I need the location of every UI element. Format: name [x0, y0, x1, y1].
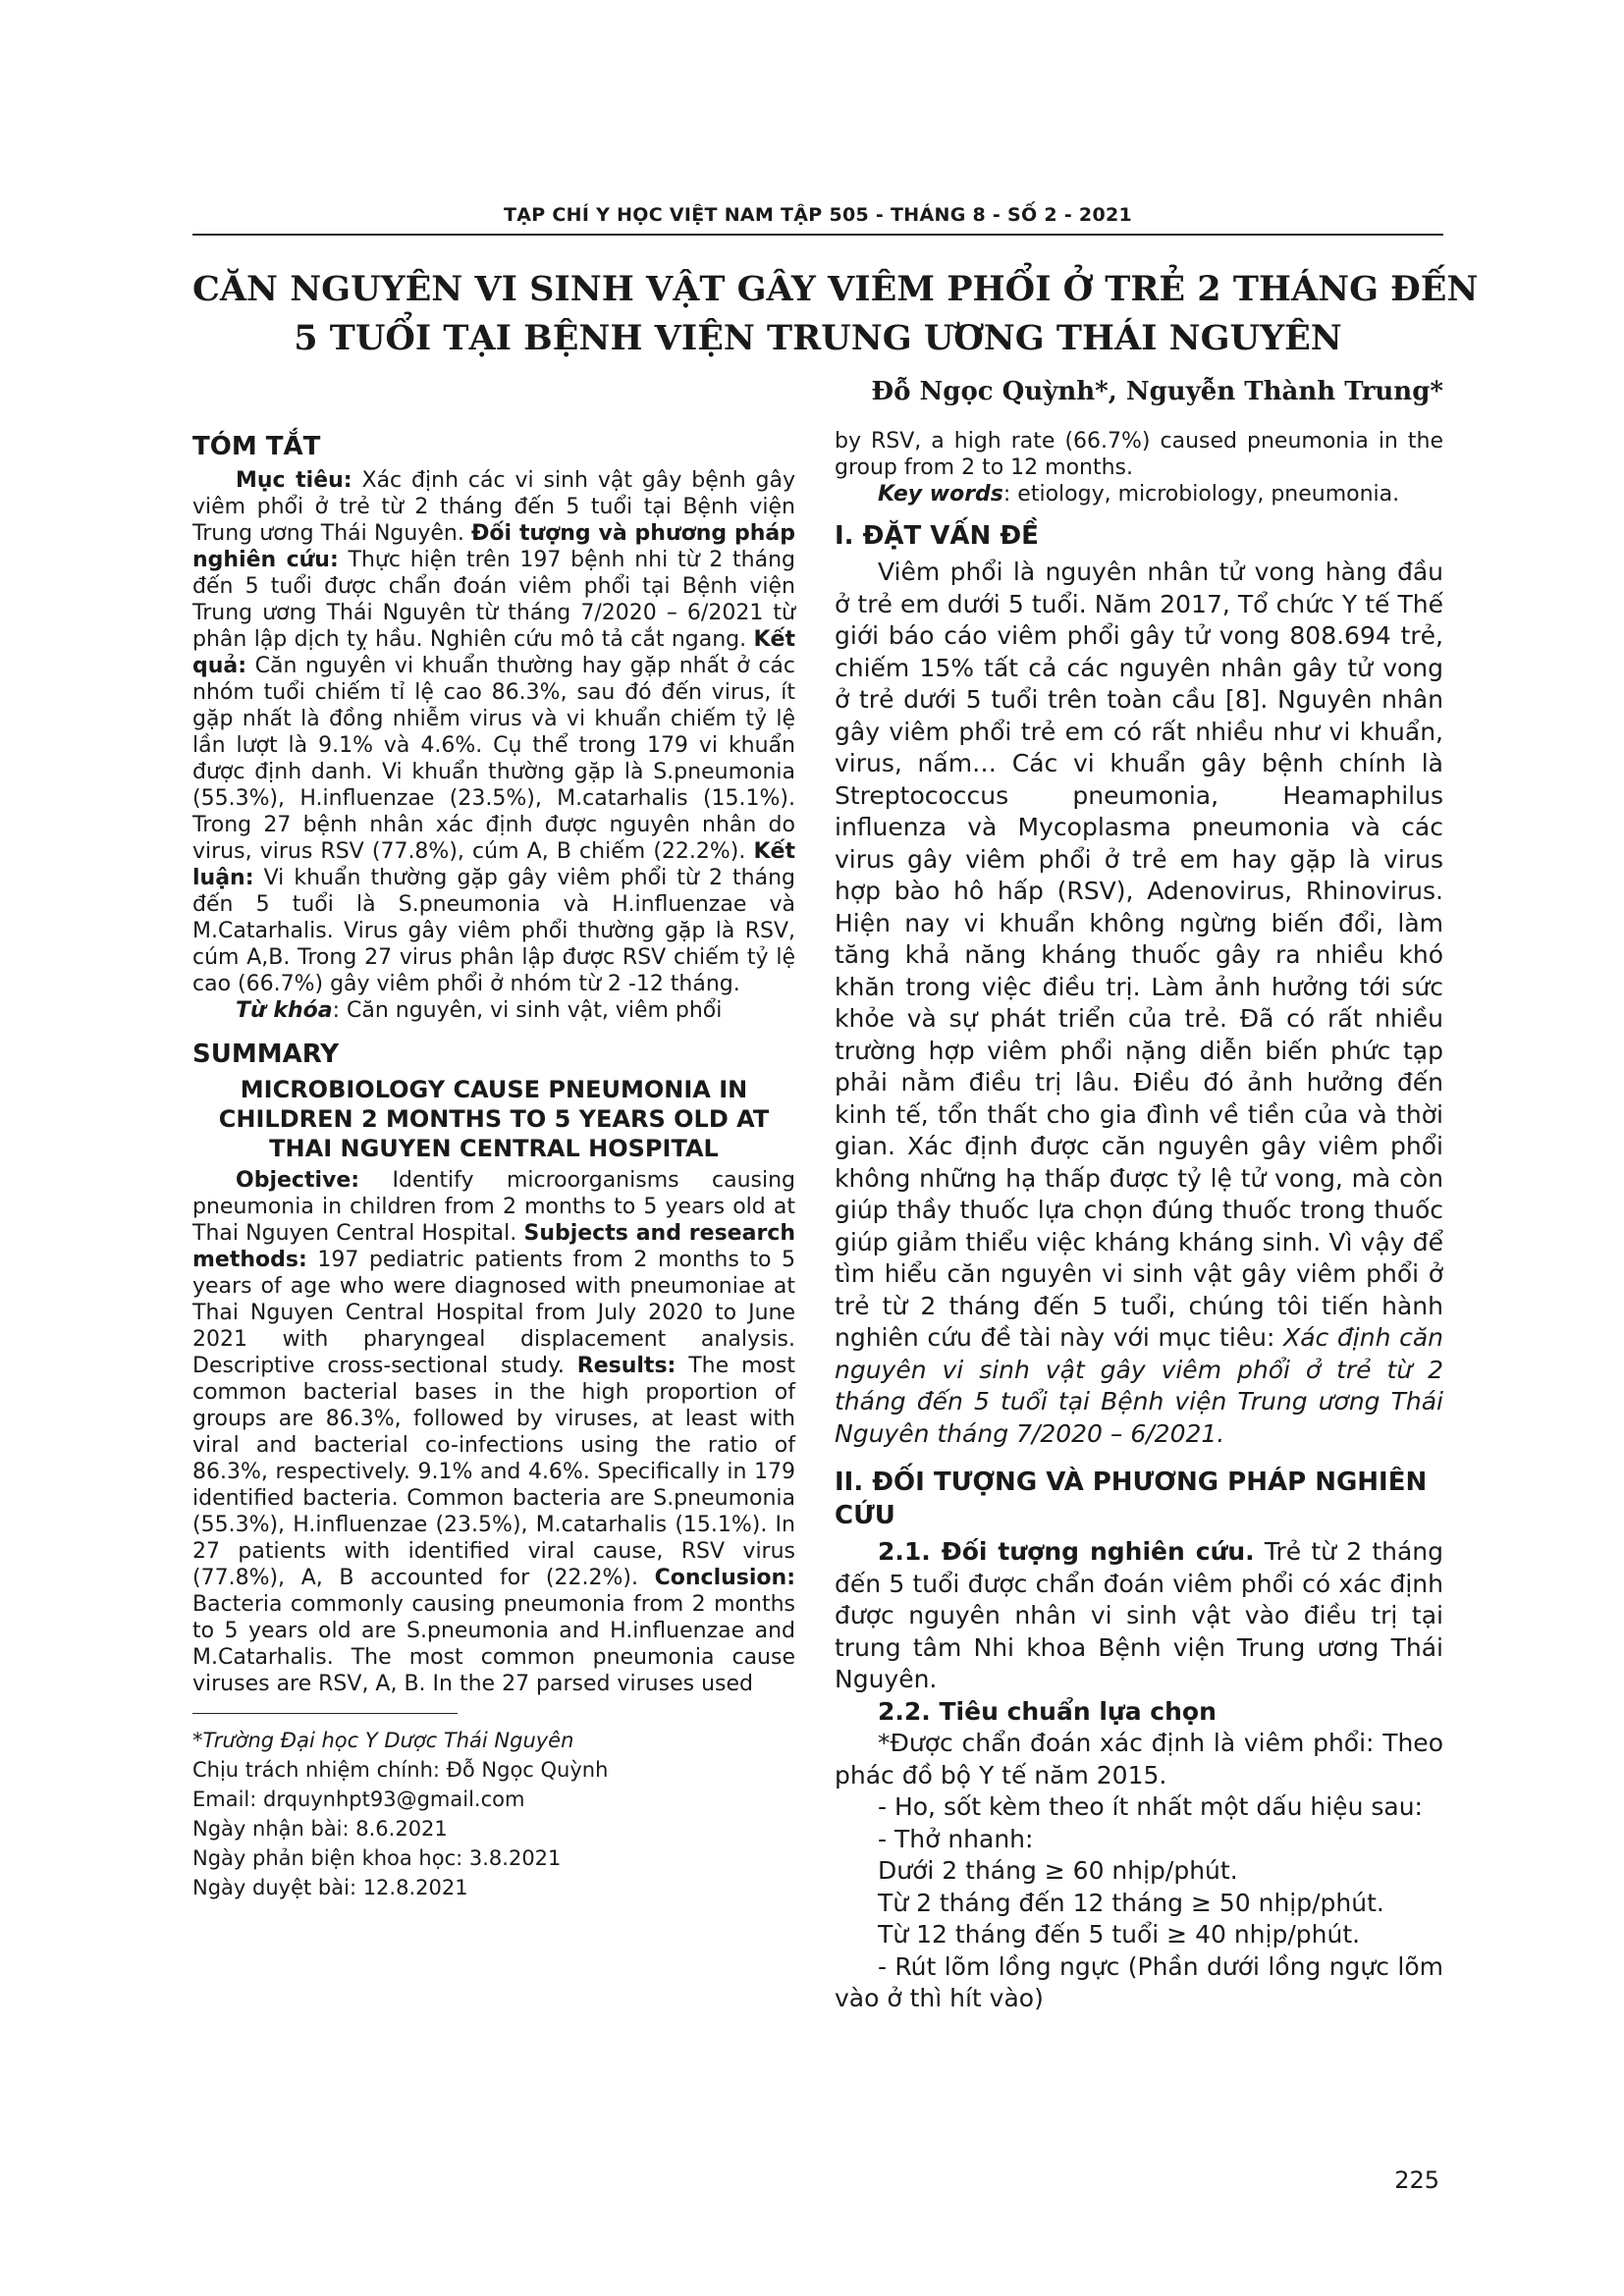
summary-keywords-label: Key words — [878, 482, 1003, 507]
abstract-vi-keywords-label: Từ khóa — [236, 998, 333, 1023]
summary-results-label: Results: — [576, 1354, 677, 1378]
summary-title-line-2: CHILDREN 2 MONTHS TO 5 YEARS OLD AT — [218, 1105, 770, 1133]
criteria-line-2: - Thở nhanh: — [878, 1824, 1034, 1853]
abstract-vi-methods-label: Đối tượng và phương pháp nghiên cứu: — [192, 521, 795, 572]
abstract-vi-methods-text: Thực hiện trên 197 bệnh nhi từ 2 tháng đến 5 tuổi được chẩn đoán viêm phổi tại Bệnh viện Trung ương Thái Nguyên từ tháng 7/2020 – 6/2021 từ phân lập dịch tỵ hầu. Nghiên cứu mô tả cắt ngang. — [192, 548, 795, 652]
abstract-vi-results-text: Căn nguyên vi khuẩn thường hay gặp nhất ở các nhóm tuổi chiếm tỉ lệ cao 86.3%, sau đó đến virus, ít gặp nhất là đồng nhiễm virus và vi khuẩn chiếm tỷ lệ lần lượt là 9.1% và 4.6%. Cụ thể trong 179 vi khuẩn được định danh. Vi khuẩn thường gặp là S.pneumonia (55.3%), H.influenzae (23.5%), M.catarhalis (15.1%). Trong 27 bệnh nhân xác định được nguyên nhân do virus, virus RSV (77.8%), cúm A, B chiếm (22.2%). — [192, 654, 795, 864]
summary-objective-text: Identify microorganisms causing pneumonia in children from 2 months to 5 years old at Thai Nguyen Central Hospital. — [192, 1168, 795, 1246]
abstract-vi-objective-label: Mục tiêu: — [236, 468, 352, 493]
summary-keywords — [835, 481, 1443, 507]
footnote-received-date: Ngày nhận bài: 8.6.2021 — [192, 1817, 448, 1841]
article-title — [192, 265, 1479, 363]
section-2-2-heading: 2.2. Tiêu chuẩn lựa chọn — [878, 1696, 1217, 1726]
summary-heading: SUMMARY — [192, 1040, 340, 1069]
header-rule — [192, 234, 1443, 236]
section-2-1-paragraph — [835, 1536, 1443, 1696]
footnote-email: Email: drquynhpt93@gmail.com — [192, 1788, 525, 1811]
footnote-rule — [192, 1713, 458, 1714]
abstract-vi-keywords-text: : Căn nguyên, vi sinh vật, viêm phổi — [332, 998, 723, 1023]
summary-title-line-1: MICROBIOLOGY CAUSE PNEUMONIA IN — [240, 1076, 748, 1103]
summary-methods-label: Subjects and research methods: — [192, 1221, 795, 1272]
criteria-line-3: Dưới 2 tháng ≥ 60 nhịp/phút. — [878, 1856, 1238, 1885]
section-2-heading: II. ĐỐI TƯỢNG VÀ PHƯƠNG PHÁP NGHIÊN CỨU — [835, 1468, 1428, 1530]
authors: Đỗ Ngọc Quỳnh*, Nguyễn Thành Trung* — [871, 377, 1443, 406]
summary-objective-label: Objective: — [236, 1168, 360, 1193]
footnote-accepted-date: Ngày duyệt bài: 12.8.2021 — [192, 1876, 468, 1899]
section-1-body — [835, 557, 1443, 1450]
abstract-vi-conclusion-text: Vi khuẩn thường gặp gây viêm phổi từ 2 tháng đến 5 tuổi là S.pneumonia và H.influenzae và M.Catarhalis. Virus gây viêm phổi thường gặp là RSV, cúm A,B. Trong 27 virus phân lập được RSV chiếm tỷ lệ cao (66.7%) gây viêm phổi ở nhóm từ 2 -12 tháng. — [192, 866, 795, 996]
summary-keywords-text: : etiology, microbiology, pneumonia. — [1002, 482, 1400, 507]
criteria-line-4: Từ 2 tháng đến 12 tháng ≥ 50 nhịp/phút. — [878, 1888, 1384, 1917]
criteria-chest-indrawing: - Rút lõm lồng ngực (Phần dưới lồng ngực lõm vào ở thì hít vào) — [835, 1951, 1443, 2012]
abstract-vi-heading: TÓM TẮT — [192, 432, 321, 461]
summary-results-text: The most common bacterial bases in the high proportion of groups are 86.3%, followed by viruses, at least with viral and bacterial co-infections using the ratio of 86.3%, respectively. 9.1% and 4.6%. Specifically in 179 identified bacteria. Common bacteria are S.pneumonia (55.3%), H.influenzae (23.5%), M.catarhalis (15.1%). In 27 patients with identified viral cause, RSV virus (77.8%), A, B accounted for (22.2%). — [192, 1354, 795, 1590]
abstract-vi-body — [192, 467, 795, 997]
criteria-intro: *Được chẩn đoán xác định là viêm phổi: Theo phác đồ bộ Y tế năm 2015. — [835, 1729, 1443, 1789]
summary-continued-text: by RSV, a high rate (66.7%) caused pneumonia in the group from 2 to 12 months. — [835, 429, 1443, 480]
criteria-line-1: - Ho, sốt kèm theo ít nhất một dấu hiệu sau: — [878, 1792, 1423, 1821]
abstract-vi-keywords — [192, 997, 795, 1024]
page-number: 225 — [1394, 2166, 1439, 2194]
abstract-vi-objective-text: Xác định các vi sinh vật gây bệnh gây viêm phổi ở trẻ từ 2 tháng đến 5 tuổi tại Bệnh viện Trung ương Thái Nguyên. — [192, 468, 795, 546]
section-2-1-label: 2.1. Đối tượng nghiên cứu. — [878, 1537, 1255, 1566]
summary-body — [192, 1167, 795, 1697]
summary-title-line-3: THAI NGUYEN CENTRAL HOSPITAL — [269, 1135, 719, 1162]
journal-header: TẠP CHÍ Y HỌC VIỆT NAM TẬP 505 - THÁNG 8 - SỐ 2 - 2021 — [503, 204, 1133, 226]
summary-conclusion-text: Bacteria commonly causing pneumonia from 2 months to 5 years old are S.pneumonia and H.influenzae and M.Catarhalis. The most common pneumonia cause viruses are RSV, A, B. In the 27 parsed viruses used — [192, 1592, 795, 1696]
section-1-heading: I. ĐẶT VẤN ĐỀ — [835, 521, 1039, 551]
footnote-affiliation: *Trường Đại học Y Dược Thái Nguyên — [192, 1729, 574, 1752]
abstract-vi-results-label: Kết quả: — [192, 627, 795, 678]
section-1-text: Viêm phổi là nguyên nhân tử vong hàng đầu ở trẻ em dưới 5 tuổi. Năm 2017, Tổ chức Y tế Thế giới báo cáo viêm phổi gây tử vong 808.694 trẻ, chiếm 15% tất cả các nguyên nhân gây tử vong ở trẻ dưới 5 tuổi trên toàn cầu [8]. Nguyên nhân gây viêm phổi trẻ em có rất nhiều như vi khuẩn, virus, nấm… Các vi khuẩn gây bệnh chính là Streptococcus pneumonia, Heamaphilus influenza và Mycoplasma pneumonia và các virus gây viêm phổi ở trẻ em hay gặp là virus hợp bào hô hấp (RSV), Adenovirus, Rhinovirus. Hiện nay vi khuẩn không ngừng biến đổi, làm tăng khả năng kháng thuốc gây ra nhiều khó khăn trong việc điều trị. Làm ảnh hưởng tới sức khỏe và sự phát triển của trẻ. Đã có rất nhiều trường hợp viêm phổi nặng diễn biến phức tạp phải nằm điều trị lâu. Điều đó ảnh hưởng đến kinh tế, tổn thất cho gia đình về tiền của và thời gian. Xác định được căn nguyên gây viêm phổi không những hạ thấp được tỷ lệ tử vong, mà còn giúp thầy thuốc lựa chọn đúng thuốc trong thuốc giúp giảm thiểu việc kháng kháng sinh. Vì vậy để tìm hiểu căn nguyên vi sinh vật gây viêm phổi ở trẻ từ 2 tháng đến 5 tuổi, chúng tôi tiến hành nghiên cứu đề tài này với mục tiêu: — [835, 558, 1443, 1352]
abstract-vi-conclusion-label: Kết luận: — [192, 839, 795, 890]
summary-conclusion-label: Conclusion: — [654, 1566, 795, 1590]
right-column — [835, 428, 1443, 2015]
criteria-line-5: Từ 12 tháng đến 5 tuổi ≥ 40 nhịp/phút. — [878, 1920, 1361, 1949]
left-column — [192, 424, 795, 1902]
section-2-1-text: Trẻ từ 2 tháng đến 5 tuổi được chẩn đoán viêm phổi có xác định được nguyên nhân vi sinh vật vào điều trị tại trung tâm Nhi khoa Bệnh viện Trung ương Thái Nguyên. — [835, 1537, 1444, 1693]
footnote-corresponding-author: Chịu trách nhiệm chính: Đỗ Ngọc Quỳnh — [192, 1758, 609, 1782]
article-title-line-1: CĂN NGUYÊN VI SINH VẬT GÂY VIÊM PHỔI Ở TRẺ 2 THÁNG ĐẾN — [192, 269, 1479, 309]
summary-continued — [835, 428, 1443, 507]
section-1-objective: Xác định căn nguyên vi sinh vật gây viêm phổi ở trẻ từ 2 tháng đến 5 tuổi tại Bệnh viện Trung ương Thái Nguyên tháng 7/2020 – 6/2021. — [835, 1323, 1443, 1448]
summary-methods-text: 197 pediatric patients from 2 months to 5 years of age who were diagnosed with pneumoniae at Thai Nguyen Central Hospital from July 2020 to June 2021 with pharyngeal displacement analysis. Descriptive cross-sectional study. — [192, 1248, 795, 1378]
article-title-line-2: 5 TUỔI TẠI BỆNH VIỆN TRUNG ƯƠNG THÁI NGUYÊN — [294, 318, 1342, 358]
footnote-review-date: Ngày phản biện khoa học: 3.8.2021 — [192, 1846, 562, 1870]
summary-title — [192, 1075, 795, 1163]
